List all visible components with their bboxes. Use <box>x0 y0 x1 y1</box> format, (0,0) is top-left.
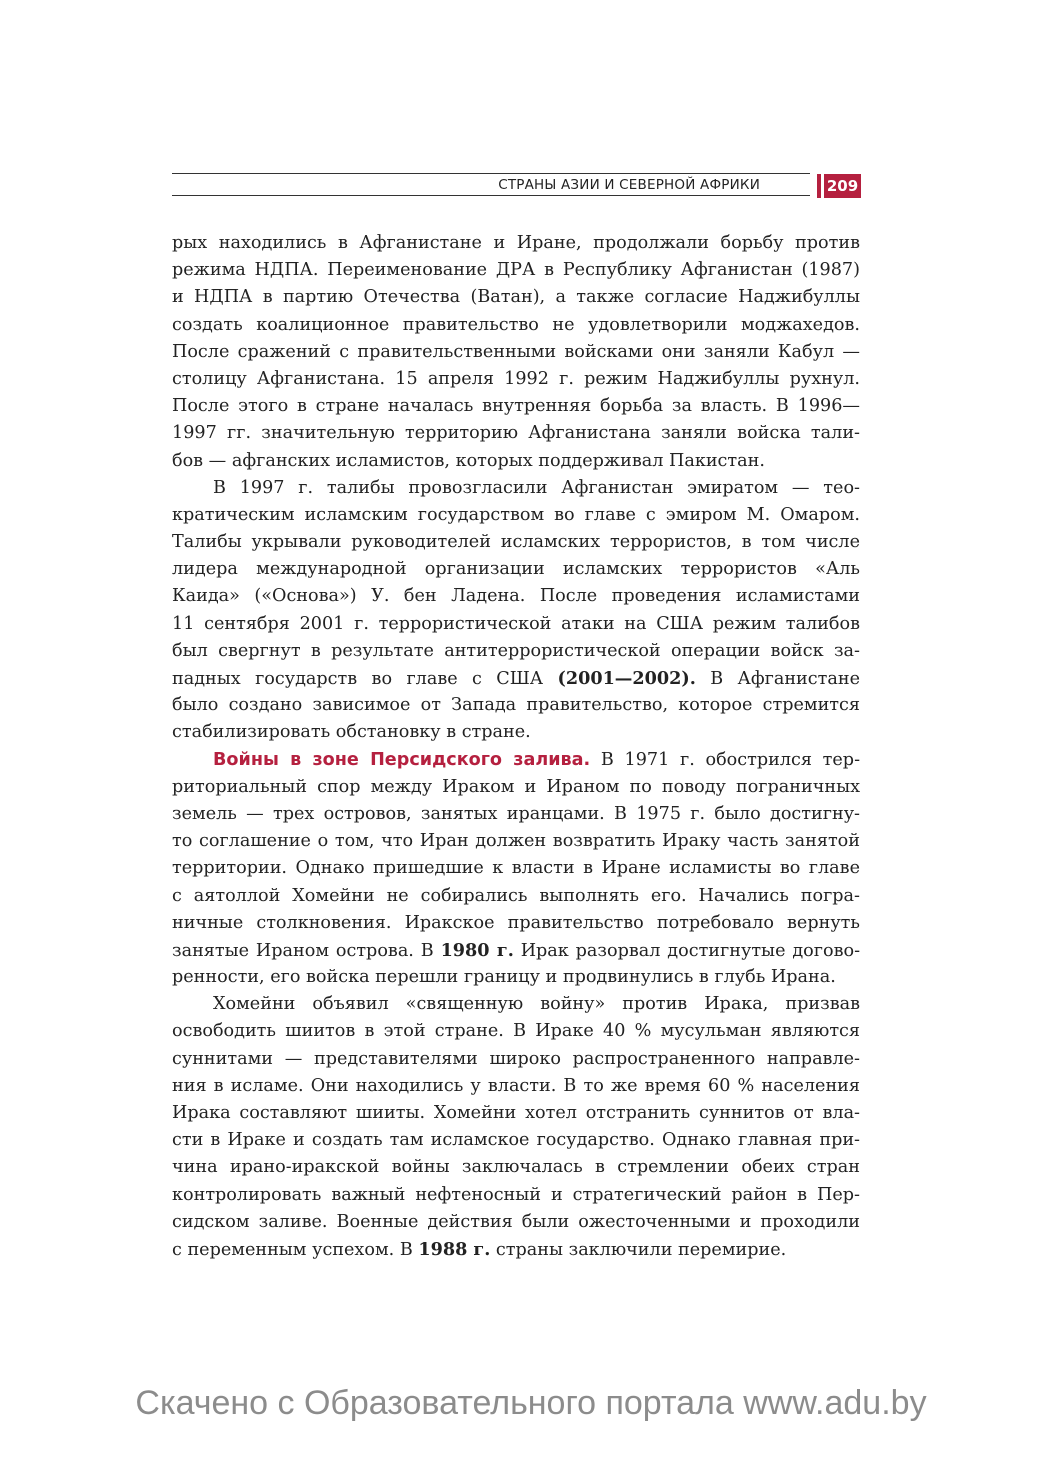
text-line: После сражений с правительственными войсками они заняли Кабул — <box>172 341 860 362</box>
text-line <box>172 937 860 964</box>
text-line: чина ирано-иракской войны заключалась в стремлении обеих стран <box>172 1157 860 1178</box>
text-line <box>172 747 860 774</box>
text-line: территории. Однако пришедшие к власти в Иране исламисты во главе <box>172 858 860 879</box>
text-line: После этого в стране началась внутренняя борьба за власть. В 1996— <box>172 396 860 417</box>
text-line: было создано зависимое от Запада правительство, которое стремится <box>172 695 860 716</box>
text-line: суннитами — представителями широко распространенного направле- <box>172 1048 860 1069</box>
text-run: занятые Ираном острова. В <box>172 940 441 961</box>
text-line: Хомейни объявил «священную войну» против Ирака, призвав <box>213 994 860 1015</box>
text-line: с аятоллой Хомейни не собирались выполнять его. Начались погра- <box>172 885 860 906</box>
text-line: освободить шиитов в этой стране. В Ираке 40 % мусульман являются <box>172 1021 860 1042</box>
text-line: сидском заливе. Военные действия были ожесточенными и проходили <box>172 1211 860 1232</box>
bold-year: 1980 г. <box>440 939 514 961</box>
text-run: страны заключили перемирие. <box>490 1239 787 1260</box>
text-line: Каида» («Основа») У. бен Ладена. После проведения исламистами <box>172 586 860 607</box>
text-line: был свергнут в результате антитеррористической операции войск за- <box>172 640 860 661</box>
running-header <box>172 171 862 199</box>
text-line: Талибы укрывали руководителей исламских террористов, в том числе <box>172 532 860 553</box>
bold-date-range: (2001—2002). <box>557 668 696 689</box>
paragraph-continuation <box>172 230 860 475</box>
header-accent-bar <box>817 174 821 198</box>
paragraph-persian-gulf <box>172 747 860 992</box>
text-run: В Афганистане <box>695 669 860 689</box>
bold-year: 1988 г. <box>418 1238 491 1260</box>
text-line: В 1997 г. талибы провозгласили Афганистан эмиратом — тео- <box>213 477 860 498</box>
page-number: 209 <box>824 174 861 198</box>
text-line: рых находились в Афганистане и Иране, продолжали борьбу против <box>172 233 860 253</box>
text-line: кратическим исламским государством во главе с эмиром М. Омаром. <box>172 504 860 525</box>
text-line <box>172 665 860 692</box>
text-line: ния в исламе. Они находились у власти. В то же время 60 % населения <box>172 1075 860 1096</box>
text-line: ренности, его войска перешли границу и продвинулись в глубь Ирана. <box>172 967 836 988</box>
text-line: лидера международной организации исламских террористов «Аль <box>172 559 860 580</box>
text-line: столицу Афганистана. 15 апреля 1992 г. режим Наджибуллы рухнул. <box>172 368 860 389</box>
running-header-title: СТРАНЫ АЗИИ И СЕВЕРНОЙ АФРИКИ <box>498 177 760 193</box>
paragraph-khomeini <box>172 991 860 1263</box>
text-line: сти в Ираке и создать там исламское государство. Однако главная при- <box>172 1130 860 1151</box>
text-line: создать коалиционное правительство не удовлетворили моджахедов. <box>172 314 860 335</box>
text-line: то соглашение о том, что Иран должен возвратить Ираку часть занятой <box>172 831 860 852</box>
text-line: риториальный спор между Ираком и Ираном по поводу пограничных <box>172 776 860 797</box>
text-run: падных государств во главе с США <box>172 669 558 689</box>
text-line: стабилизировать обстановку в стране. <box>172 722 531 743</box>
text-run: с переменным успехом. В <box>172 1239 419 1260</box>
text-line: земель — трех островов, занятых иранцами. В 1975 г. было достигну- <box>172 803 860 824</box>
text-line: ничные столкновения. Иракское правительство потребовало вернуть <box>172 912 860 933</box>
text-line: 1997 гг. значительную территорию Афганистана заняли войска тали- <box>172 423 860 444</box>
text-line: бов — афганских исламистов, которых поддерживал Пакистан. <box>172 450 765 471</box>
text-line: 11 сентября 2001 г. террористической атаки на США режим талибов <box>172 613 860 634</box>
paragraph-taliban <box>172 475 860 747</box>
header-bottom-rule <box>172 195 810 196</box>
text-run: Ирак разорвал достигнутые догово- <box>513 940 861 961</box>
body-text <box>172 230 860 1263</box>
text-line: режима НДПА. Переименование ДРА в Республику Афганистан (1987) <box>172 260 860 281</box>
text-line <box>172 1236 860 1263</box>
text-run: В 1971 г. обострился тер- <box>590 749 861 770</box>
section-heading: Войны в зоне Персидского залива. <box>213 749 591 770</box>
text-line: и НДПА в партию Отечества (Ватан), а также согласие Наджибуллы <box>172 287 860 308</box>
download-watermark: Скачено с Образовательного портала www.adu.by <box>135 1384 927 1422</box>
header-top-rule <box>172 173 810 174</box>
text-line: контролировать важный нефтеносный и стратегический район в Пер- <box>172 1184 860 1205</box>
text-line: Ирака составляют шииты. Хомейни хотел отстранить суннитов от вла- <box>172 1103 860 1123</box>
